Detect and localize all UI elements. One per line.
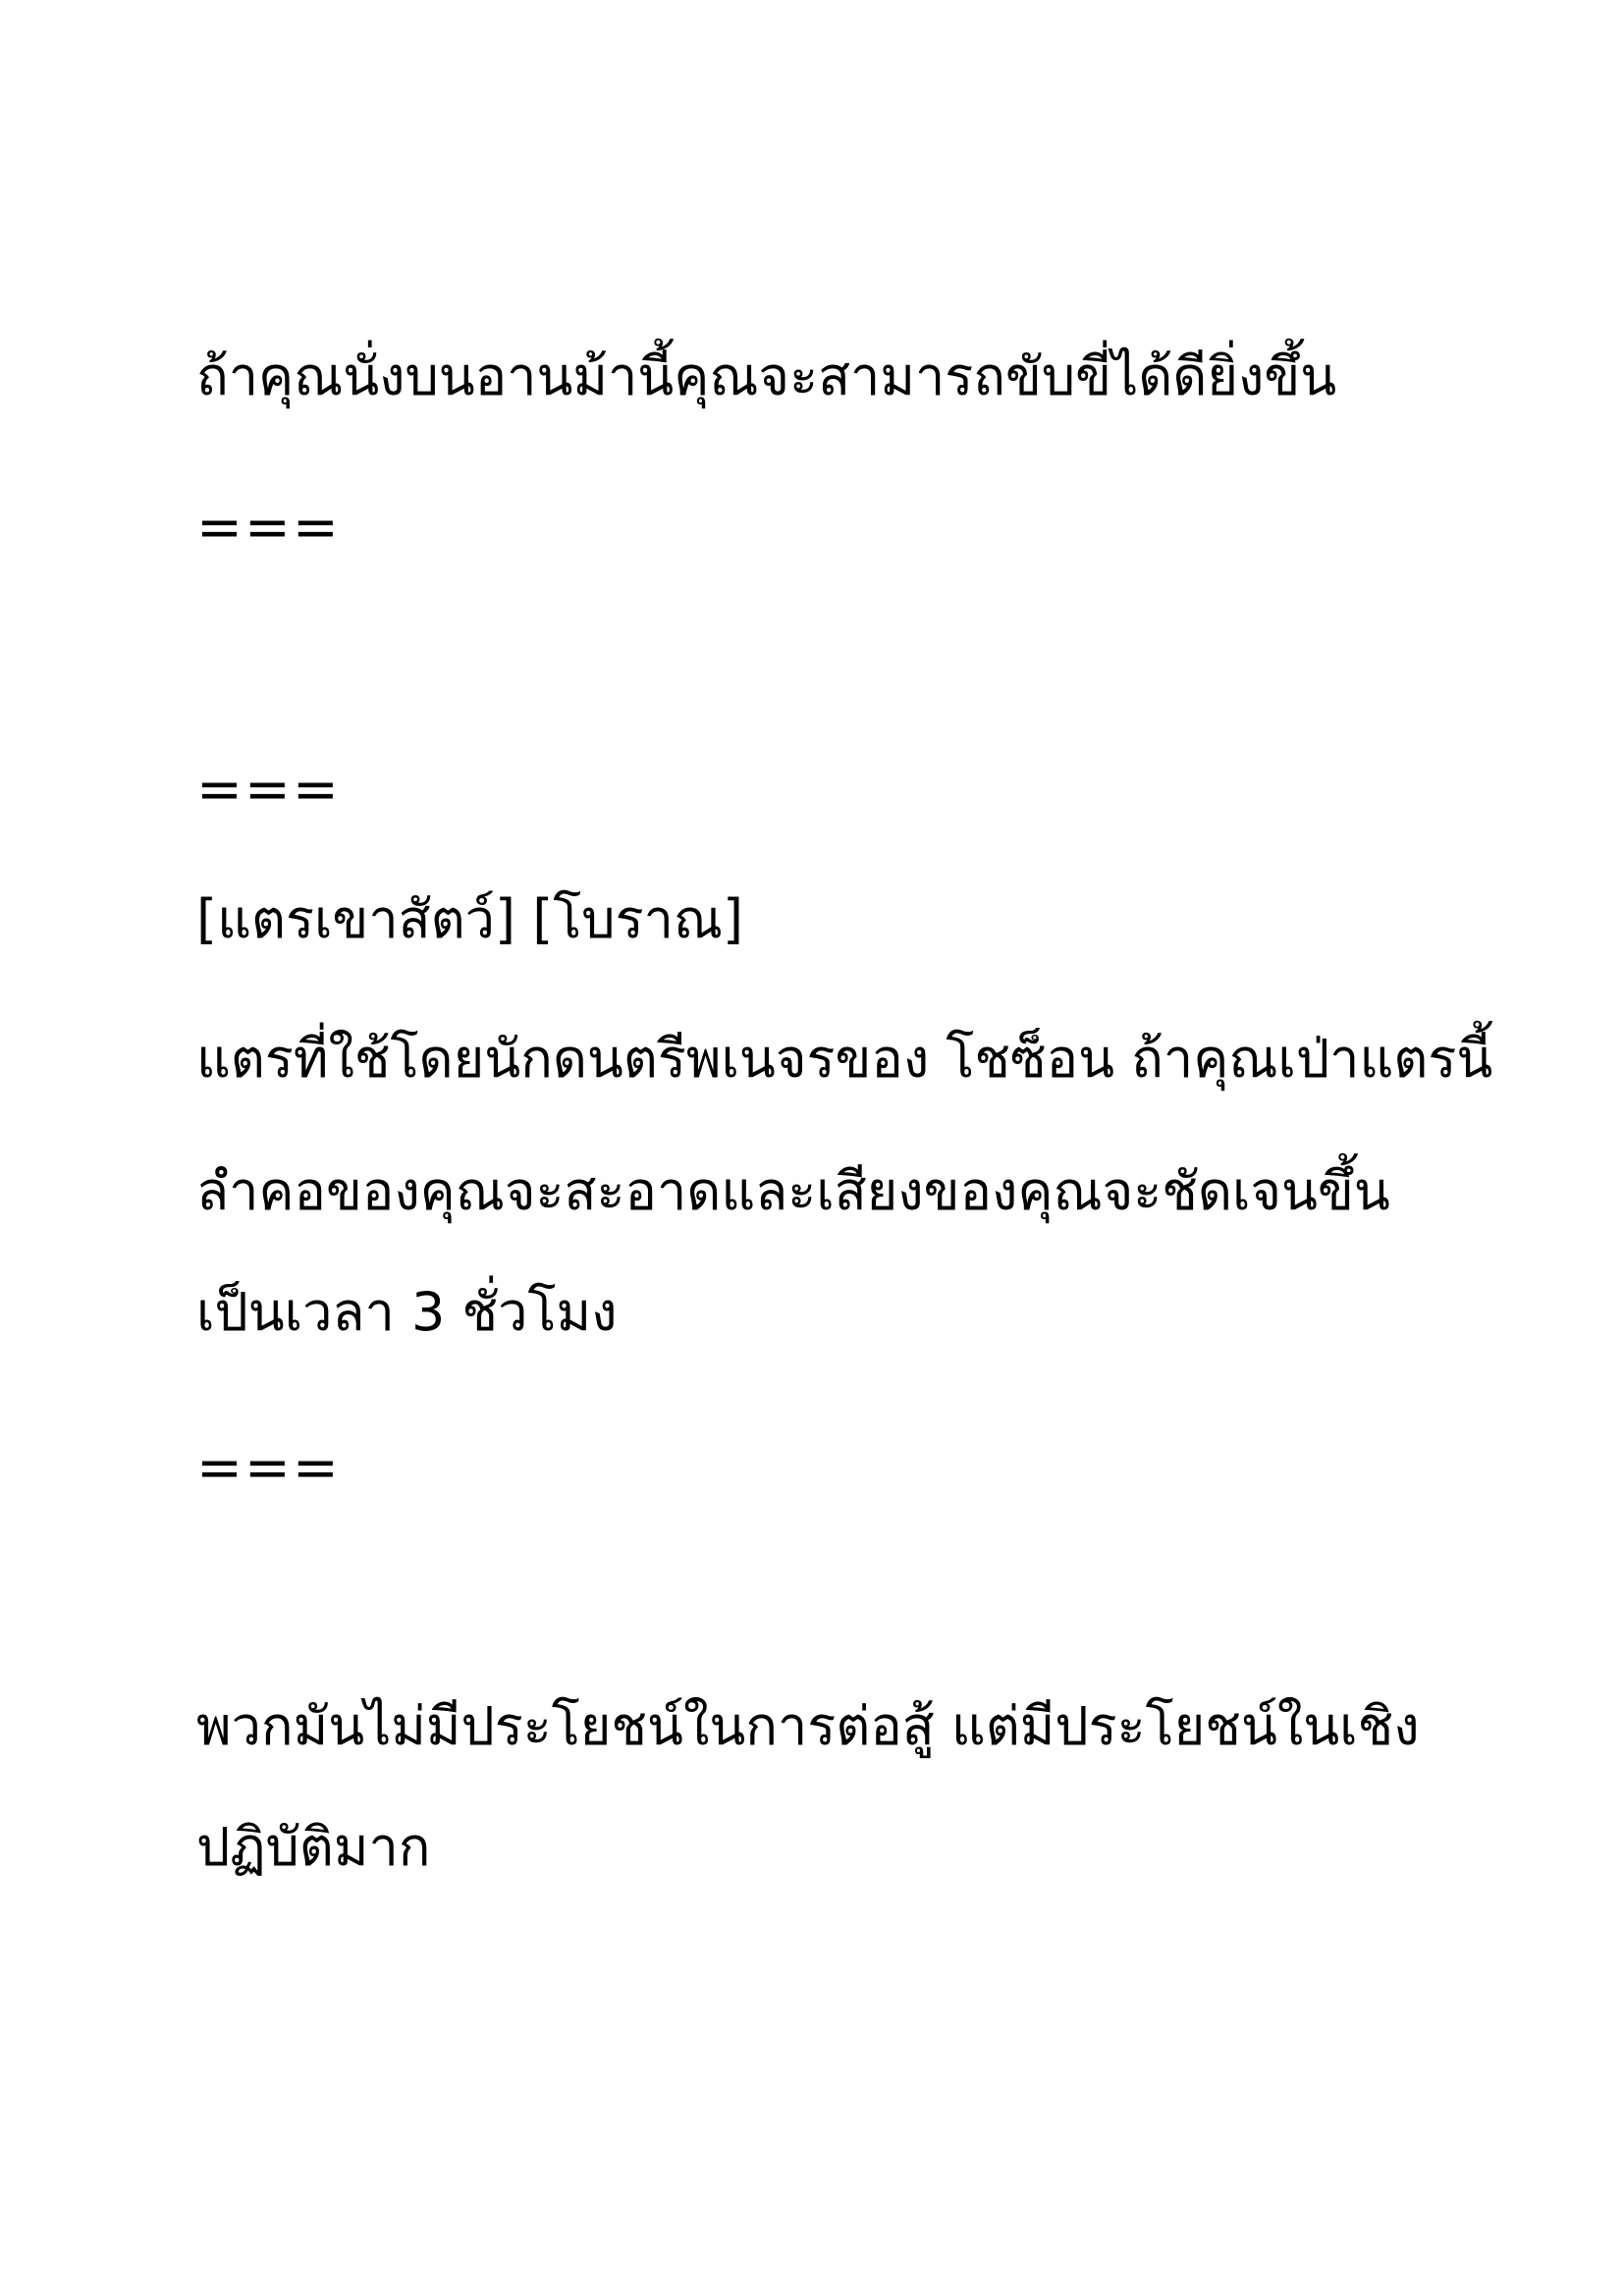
separator: === xyxy=(196,1436,341,1500)
description-line: เป็นเวลา 3 ชั่วโมง xyxy=(196,1281,618,1343)
description-line: ลำคอของคุณจะสะอาดและเสียงของคุณจะชัดเจนขึ้น xyxy=(196,1160,1390,1222)
text-line-saddle: ถ้าคุณนั่งบนอานม้านี้คุณจะสามารถขับขี่ได้ดียิ่งขึ้น xyxy=(196,346,1337,407)
separator: === xyxy=(196,758,341,822)
item-title: [แตรเขาสัตว์] [โบราณ] xyxy=(196,888,744,950)
note-line: พวกมันไม่มีประโยชน์ในการต่อสู้ แต่มีประโยชน์ในเชิง xyxy=(196,1695,1420,1757)
description-line: แตรที่ใช้โดยนักดนตรีพเนจรของ โชซ็อน ถ้าคุณเป่าแตรนี้ xyxy=(196,1028,1493,1090)
note-line: ปฏิบัติมาก xyxy=(196,1816,431,1878)
separator: === xyxy=(196,496,341,560)
